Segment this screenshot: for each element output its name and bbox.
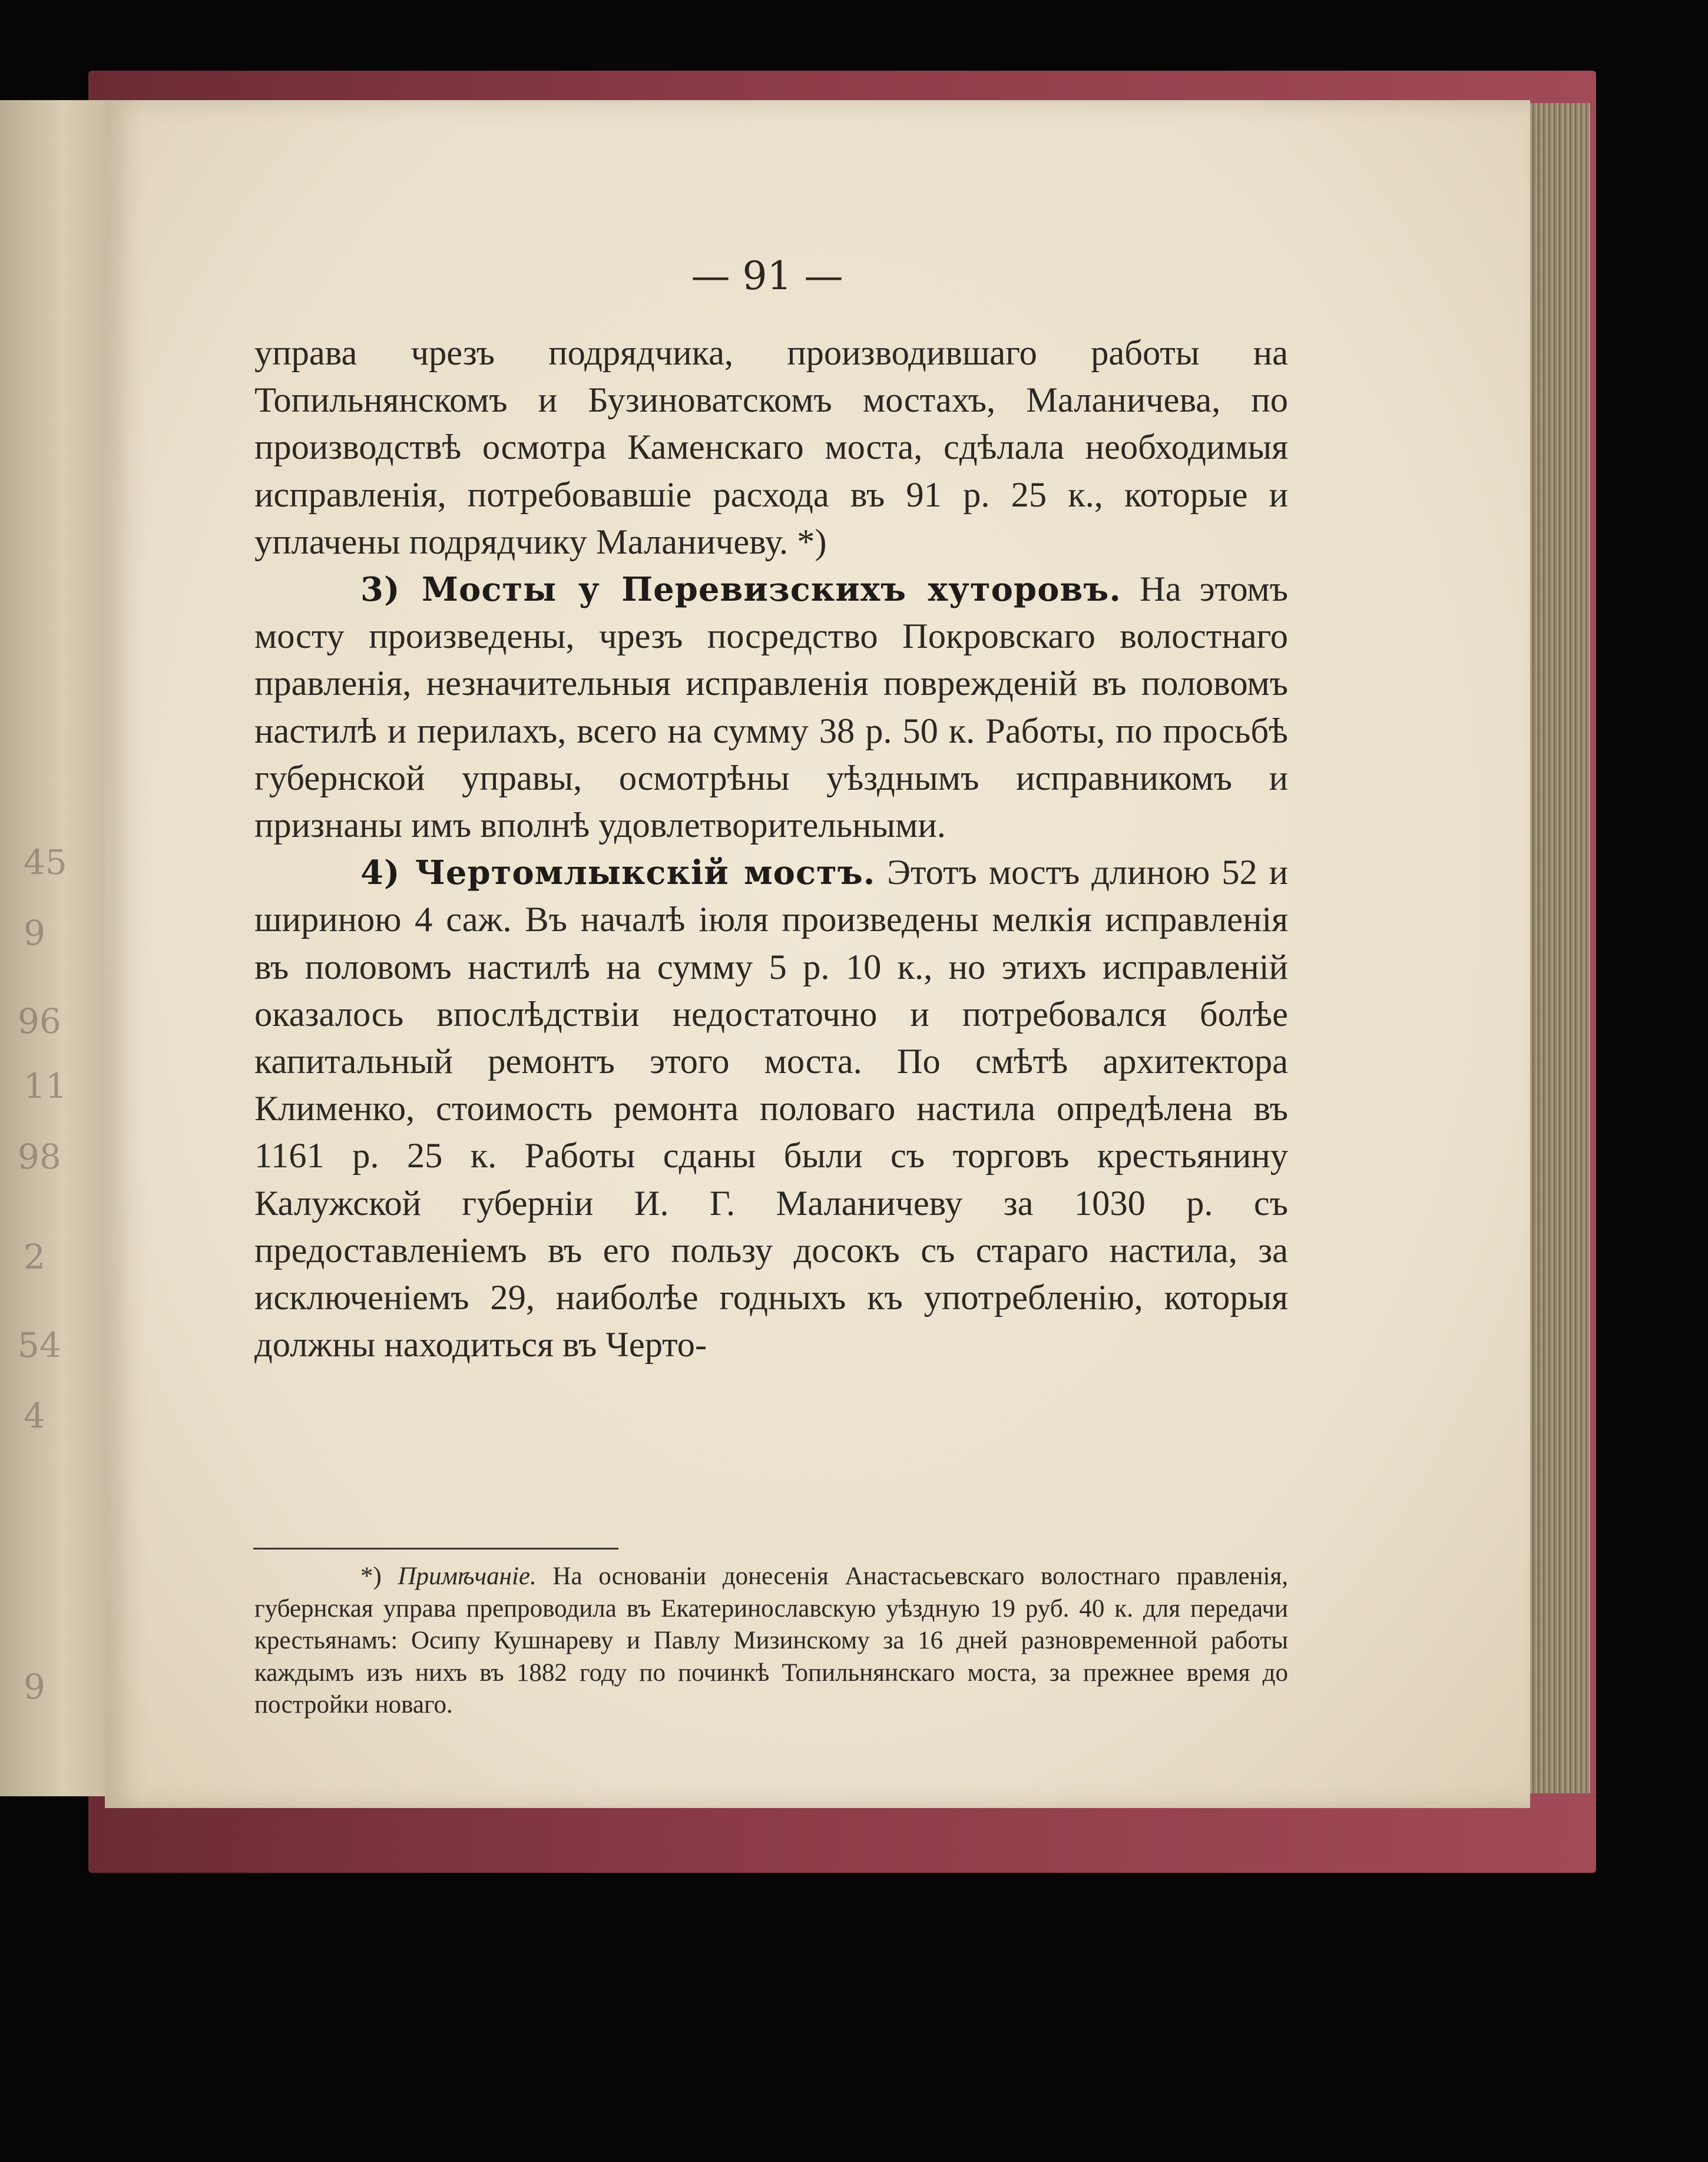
section-heading-3: 3) Мосты у Перевизскихъ хуторовъ. (360, 570, 1121, 610)
paragraph-2-text: На этомъ мосту произведены, чрезъ посредство Покровскаго волостнаго правленія, незначительныя исправленія поврежденій въ половомъ настилѣ и перилахъ, всего на сумму 38 р. 50 к. Работы, по просьбѣ губернской управы, осмотрѣны уѣзднымъ исправникомъ и признаны имъ вполнѣ удовлетворительными. (254, 570, 1288, 846)
footnote-divider (253, 1548, 618, 1550)
left-page-fragment: 9 (24, 913, 45, 953)
footnote-marker: *) (360, 1562, 382, 1590)
left-page-fragment: 98 (18, 1137, 61, 1177)
left-page-fragment: 96 (18, 1001, 61, 1041)
body-text (254, 330, 1288, 1369)
paragraph-1-text: управа чрезъ подрядчика, производившаго работы на Топильнянскомъ и Бузиноватскомъ мостахъ, Маланичева, по производствѣ осмотра Каменскаго моста, сдѣлала необходимыя исправленія, потребовавшіе расхода въ 91 р. 25 к., которые и уплачены подрядчику Маланичеву. *) (254, 333, 1288, 562)
paragraph-3 (254, 849, 1288, 1369)
footnote-text: На основаніи донесенія Анастасьевскаго волостнаго правленія, губернская управа препроводила въ Екатеринославскую уѣздную 19 руб. 40 к. для передачи крестьянамъ: Осипу Кушнареву и Павлу Мизинскому за 16 дней разновременной работы каждымъ изъ нихъ въ 1882 году по починкѣ Топильнянскаго моста, за прежнее время до постройки новаго. (254, 1562, 1288, 1719)
footnote-title: Примѣчаніе. (398, 1562, 537, 1590)
footnote (254, 1561, 1288, 1721)
left-page-fragment: 2 (24, 1237, 45, 1277)
left-page-fragment: 11 (24, 1066, 67, 1106)
left-page-fragment: 4 (24, 1396, 45, 1436)
left-page-fragment: 9 (24, 1667, 45, 1707)
left-page-fragment: 45 (24, 842, 67, 882)
paragraph-3-text: Этотъ мостъ длиною 52 и шириною 4 саж. Въ началѣ іюля произведены мелкія исправленія въ половомъ настилѣ на сумму 5 р. 10 к., но этихъ исправленій оказалось впослѣдствіи недостаточно и потребовался болѣе капитальный ремонтъ этого моста. По смѣтѣ архитектора Клименко, стоимость ремонта половаго настила опредѣлена въ 1161 р. 25 к. Работы сданы были съ торговъ крестьянину Калужской губерніи И. Г. Маланичеву за 1030 р. съ предоставленіемъ въ его пользу досокъ съ стараго настила, за исключеніемъ 29, наиболѣе годныхъ къ употребленію, которыя должны находиться въ Черто- (254, 853, 1288, 1365)
section-heading-4: 4) Чертомлыкскій мостъ. (360, 853, 876, 893)
paragraph-2 (254, 566, 1288, 849)
left-page-fragment: 54 (18, 1325, 61, 1365)
page-number: — 91 — (691, 253, 843, 299)
paragraph-1 (254, 330, 1288, 566)
previous-page-edge (0, 100, 105, 1796)
